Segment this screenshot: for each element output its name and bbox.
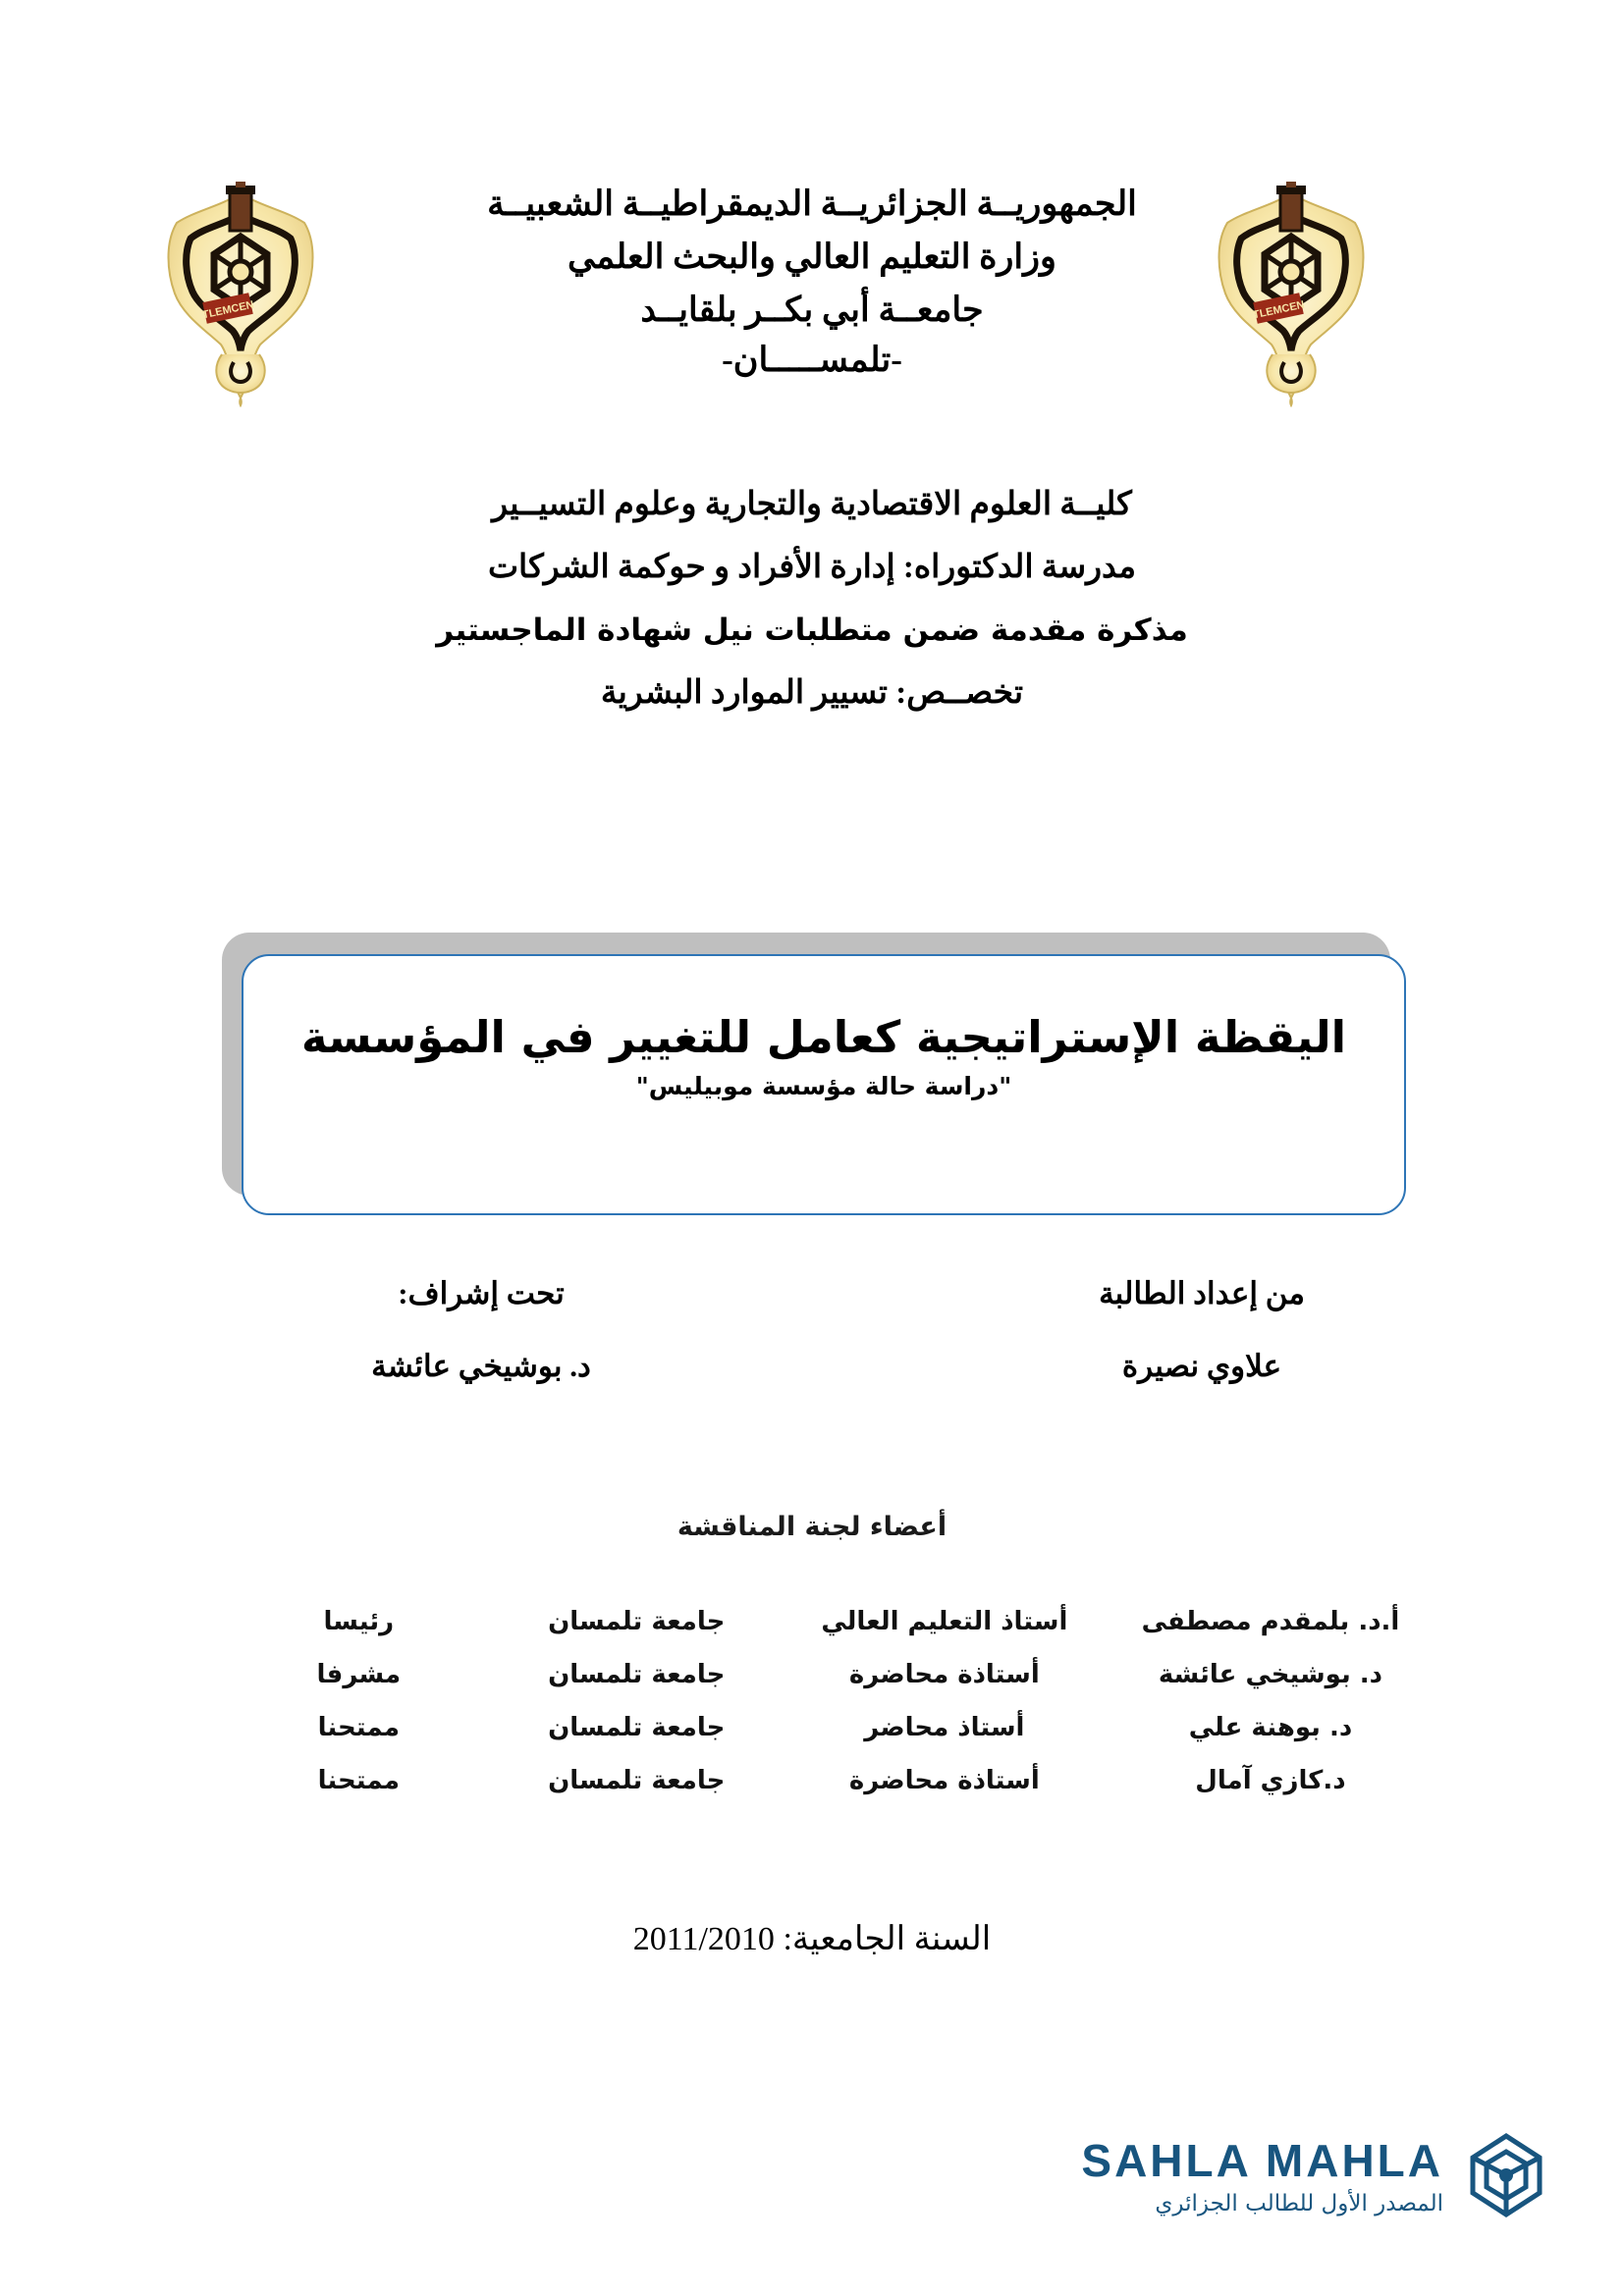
table-row (226, 1701, 1434, 1754)
jury-member-rank: أستاذ محاضر (864, 1713, 1025, 1742)
degree-statement-line: مذكرة مقدمة ضمن متطلبات نيل شهادة الماجستير (436, 613, 1188, 648)
jury-member-role: مشرفا (316, 1660, 402, 1689)
institution-block (0, 481, 1624, 718)
header-university-line: جامعــة أبي بكــر بلقايــد (640, 291, 984, 330)
header-republic-line: الجمهوريــة الجزائريــة الديمقراطيــة الشعبيــة (487, 185, 1137, 223)
watermark-tagline: المصدر الأول للطالب الجزائري (1155, 2191, 1443, 2216)
authorship-block (0, 1276, 1624, 1433)
specialization-line: تخصــص: تسيير الموارد البشرية (600, 674, 1024, 711)
jury-member-university: جامعة تلمسان (548, 1607, 726, 1636)
supervisor-column (275, 1276, 687, 1384)
title-box (242, 954, 1406, 1215)
student-label: من إعداد الطالبة (1099, 1276, 1305, 1310)
supervisor-label: تحت إشراف: (398, 1276, 565, 1310)
thesis-subtitle: "دراسة حالة مؤسسة موبيليس" (635, 1072, 1012, 1100)
jury-member-rank: أستاذة محاضرة (848, 1660, 1040, 1689)
header-ministry-line: وزارة التعليم العالي والبحث العلمي (568, 238, 1056, 277)
header-city-line: -تلمســـــان- (722, 340, 902, 379)
jury-member-role: ممتحنا (317, 1713, 400, 1742)
jury-member-university: جامعة تلمسان (548, 1660, 726, 1689)
jury-member-name: د.كازي آمال (1195, 1766, 1346, 1795)
logo-text-mark: TLEMCEN (201, 298, 255, 322)
sahla-mahla-watermark (1041, 2130, 1551, 2248)
jury-member-university: جامعة تلمسان (548, 1766, 726, 1795)
jury-heading: أعضاء لجنة المناقشة (677, 1512, 947, 1542)
supervisor-name: د. بوشيخي عائشة (371, 1349, 591, 1383)
jury-table (226, 1595, 1434, 1807)
student-name: علاوي نصيرة (1121, 1349, 1282, 1383)
thesis-title: اليقظة الإستراتيجية كعامل للتغيير في المؤسسة (300, 1011, 1347, 1063)
jury-member-role: ممتحنا (317, 1766, 400, 1795)
watermark-logo-icon (1461, 2130, 1551, 2220)
svg-text:TLEMCEN: TLEMCEN (1252, 298, 1306, 322)
jury-member-rank: أستاذ التعليم العالي (821, 1607, 1068, 1636)
table-row (226, 1754, 1434, 1807)
jury-member-role: رئيسا (323, 1607, 395, 1636)
faculty-line: كليــة العلوم الاقتصادية والتجارية وعلوم التسيــير (492, 487, 1132, 522)
jury-member-name: د. بوشيخي عائشة (1158, 1660, 1383, 1689)
jury-member-rank: أستاذة محاضرة (848, 1766, 1040, 1795)
jury-member-name: د. بوهنة علي (1188, 1713, 1353, 1742)
jury-member-university: جامعة تلمسان (548, 1713, 726, 1742)
student-column (996, 1276, 1408, 1384)
table-row (226, 1595, 1434, 1648)
jury-member-name: أ.د. بلمقدم مصطفى (1141, 1607, 1400, 1636)
academic-year: السنة الجامعية: 2011/2010 (632, 1921, 992, 1957)
table-row (226, 1648, 1434, 1701)
watermark-brand-name: SAHLA MAHLA (1081, 2135, 1443, 2186)
doctoral-school-line: مدرسة الدكتوراه: إدارة الأفراد و حوكمة الشركات (487, 549, 1137, 585)
document-header (0, 182, 1624, 383)
